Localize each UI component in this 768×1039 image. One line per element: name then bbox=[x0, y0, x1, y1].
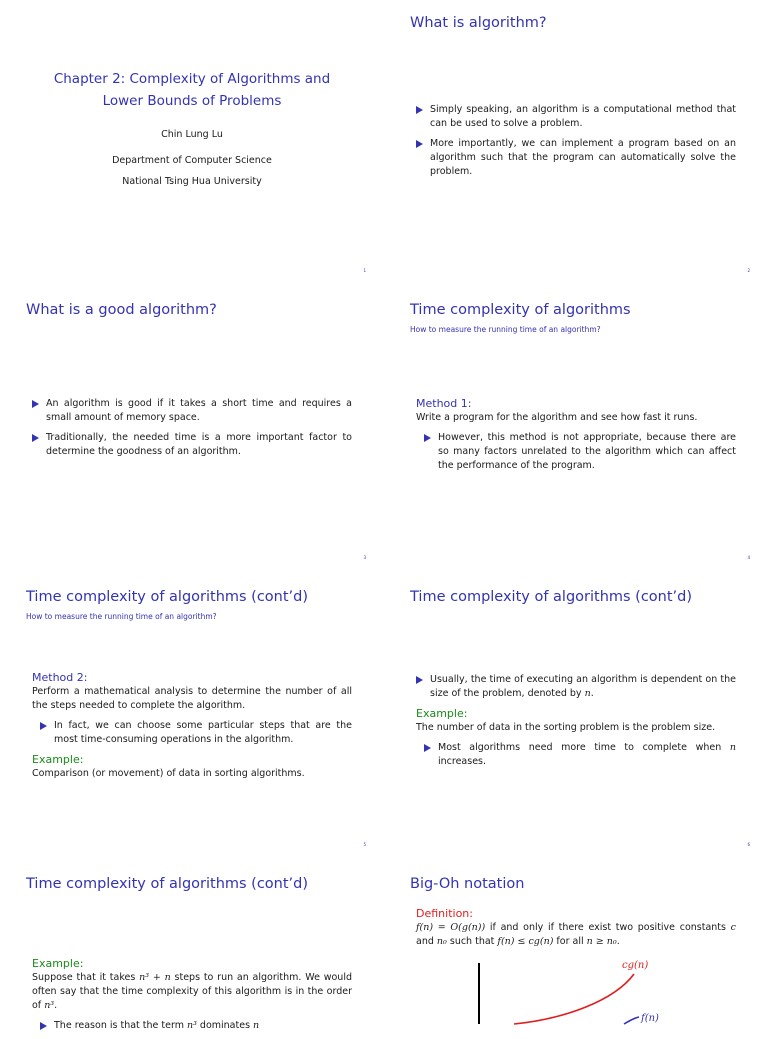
bullet-text: The reason is that the term bbox=[54, 1020, 187, 1031]
bullet-text: Most algorithms need more time to complete when bbox=[438, 742, 730, 753]
slide-7 bbox=[0, 861, 384, 1031]
math-var: n bbox=[253, 1020, 260, 1031]
bullet-triangle-icon bbox=[416, 106, 423, 114]
author: Chin Lung Lu bbox=[161, 129, 223, 140]
slide-body bbox=[32, 671, 352, 787]
slide-8 bbox=[384, 861, 768, 1024]
math-expr: n³ bbox=[186, 1020, 197, 1031]
bullet-triangle-icon bbox=[416, 676, 423, 684]
method-label: Method 2: bbox=[32, 671, 88, 684]
bullet-text: In fact, we can choose some particular steps that are the most time-consuming operations in the algorithm. bbox=[54, 720, 352, 745]
definition-label: Definition: bbox=[416, 907, 473, 920]
bullet-triangle-icon bbox=[40, 722, 47, 730]
bullet-text: Usually, the time of executing an algorithm is dependent on the size of the problem, denoted by bbox=[430, 674, 736, 699]
example-label: Example: bbox=[32, 753, 84, 766]
slide-5 bbox=[0, 574, 384, 861]
math-expr: n ≥ n₀ bbox=[586, 936, 617, 947]
slide-3 bbox=[0, 287, 384, 574]
cover-title-line2: Lower Bounds of Problems bbox=[102, 93, 282, 109]
slide-2 bbox=[384, 0, 768, 287]
slide-body bbox=[416, 397, 736, 479]
text-run: for all bbox=[553, 936, 587, 947]
bullet-triangle-icon bbox=[424, 744, 431, 752]
department: Department of Computer Science bbox=[112, 155, 272, 166]
cover-title-line1: Chapter 2: Complexity of Algorithms and bbox=[53, 71, 331, 87]
f-curve bbox=[624, 1017, 639, 1024]
cg-label: cg(n) bbox=[622, 960, 649, 971]
bullet-item bbox=[416, 103, 736, 131]
text-run: such that bbox=[446, 936, 498, 947]
page-number: 5 bbox=[363, 842, 366, 847]
slide-title: Time complexity of algorithms (cont’d) bbox=[26, 876, 309, 892]
bullet-triangle-icon bbox=[40, 1022, 47, 1030]
bullet-text: Simply speaking, an algorithm is a computational method that can be used to solve a problem. bbox=[430, 104, 736, 129]
slide-title: Big-Oh notation bbox=[410, 876, 525, 892]
math-var: c bbox=[730, 922, 736, 933]
bullet-item bbox=[416, 673, 736, 701]
example-label: Example: bbox=[416, 707, 468, 720]
math-expr: f(n) ≤ cg(n) bbox=[497, 936, 554, 947]
bullet-text: dominates bbox=[196, 1020, 254, 1031]
text-run: . bbox=[616, 936, 620, 947]
math-var: n bbox=[729, 742, 736, 753]
bullet-text: Traditionally, the needed time is a more important factor to determine the goodness of an algorithm. bbox=[46, 432, 352, 457]
slide-1 bbox=[0, 0, 384, 287]
bullet-triangle-icon bbox=[32, 434, 39, 442]
example-text: The number of data in the sorting problem is the problem size. bbox=[416, 722, 716, 733]
big-oh-graph bbox=[384, 861, 768, 1024]
text-run: . bbox=[54, 1000, 58, 1011]
bullet-item bbox=[40, 719, 352, 747]
slide-body bbox=[416, 103, 736, 185]
example-text: Comparison (or movement) of data in sorting algorithms. bbox=[32, 768, 305, 779]
slide-subtitle: How to measure the running time of an algorithm? bbox=[26, 612, 217, 621]
text-run: if and only if there exist two positive constants bbox=[485, 922, 731, 933]
slide-body bbox=[32, 397, 352, 465]
bullet-item bbox=[32, 397, 352, 425]
method-text: Perform a mathematical analysis to determine the number of all the steps needed to complete the algorithm. bbox=[32, 686, 352, 711]
bullet-triangle-icon bbox=[416, 140, 423, 148]
example-text bbox=[32, 971, 352, 1013]
slide-title: What is algorithm? bbox=[410, 15, 547, 31]
bullet-item bbox=[424, 431, 736, 473]
bullet-text: An algorithm is good if it takes a short time and requires a small amount of memory space. bbox=[46, 398, 352, 423]
math-expr: f(n) = O(g(n)) bbox=[416, 922, 486, 933]
university: National Tsing Hua University bbox=[122, 176, 262, 187]
bullet-text: . bbox=[590, 688, 594, 699]
bullet-text: However, this method is not appropriate, because there are so many factors unrelated to the algorithm which can affect the performance of the program. bbox=[438, 432, 736, 471]
text-run: steps to run an algorithm. We would often say that the time complexity of this algorithm is in the order of bbox=[32, 972, 352, 1011]
slide-body bbox=[32, 953, 352, 1039]
bullet-triangle-icon bbox=[32, 400, 39, 408]
slide-title: Time complexity of algorithms bbox=[410, 302, 631, 318]
bullet-item bbox=[416, 137, 736, 179]
method-label: Method 1: bbox=[416, 397, 472, 410]
bullet-text: More importantly, we can implement a program based on an algorithm such that the program can automatically solve the problem. bbox=[430, 138, 736, 177]
bullet-triangle-icon bbox=[424, 434, 431, 442]
method-text: Write a program for the algorithm and see how fast it runs. bbox=[416, 412, 698, 423]
page-number: 3 bbox=[363, 555, 366, 560]
bullet-item bbox=[40, 1019, 352, 1033]
slide-6 bbox=[384, 574, 768, 861]
slide-4 bbox=[384, 287, 768, 574]
slide-subtitle: How to measure the running time of an algorithm? bbox=[410, 325, 601, 334]
slide-body bbox=[416, 673, 736, 775]
bullet-text: increases. bbox=[438, 756, 487, 767]
page-number: 4 bbox=[747, 555, 750, 560]
example-label: Example: bbox=[32, 957, 84, 970]
page-number: 1 bbox=[363, 268, 366, 273]
math-var: n₀ bbox=[436, 936, 447, 947]
slide-title: Time complexity of algorithms (cont’d) bbox=[410, 589, 693, 605]
math-expr: n³ bbox=[44, 1000, 55, 1011]
math-var: n bbox=[584, 688, 591, 699]
bullet-item bbox=[424, 741, 736, 769]
slide-title: What is a good algorithm? bbox=[26, 302, 217, 318]
page-number: 2 bbox=[747, 268, 750, 273]
text-run: Suppose that it takes bbox=[32, 972, 140, 983]
text-run: and bbox=[416, 936, 437, 947]
page-number: 6 bbox=[747, 842, 750, 847]
cg-curve bbox=[514, 974, 634, 1024]
cover-title bbox=[0, 68, 384, 112]
bullet-item bbox=[32, 431, 352, 459]
slide-title: Time complexity of algorithms (cont’d) bbox=[26, 589, 309, 605]
math-expr: n³ + n bbox=[139, 972, 171, 983]
f-label: f(n) bbox=[641, 1013, 659, 1024]
